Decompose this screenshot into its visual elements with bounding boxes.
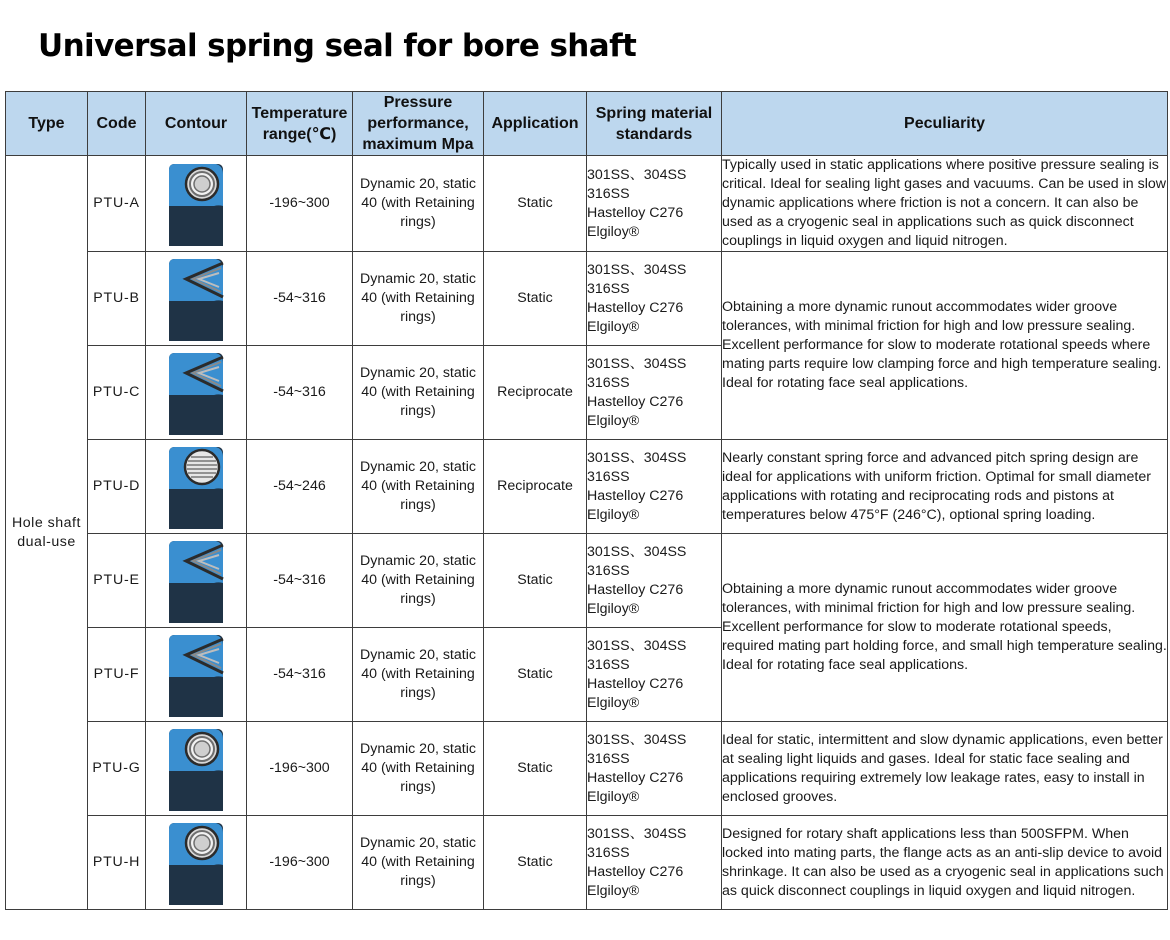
spring-material: Elgiloy® (587, 223, 640, 240)
spring-cell (587, 440, 722, 534)
pressure-cell: Dynamic 20, static 40 (with Retaining rings) (353, 534, 484, 628)
application-cell: Static (484, 534, 587, 628)
spring-cell (587, 534, 722, 628)
spring-material: Hastelloy C276 (587, 675, 684, 692)
header-spring: Spring material standards (587, 92, 722, 156)
contour-cell (146, 440, 247, 534)
header-code: Code (88, 92, 146, 156)
spring-material: Elgiloy® (587, 318, 640, 335)
spring-material: 301SS、304SS (587, 825, 687, 842)
contour-cell (146, 816, 247, 910)
spring-material: 301SS、304SS (587, 166, 687, 183)
page-title: Universal spring seal for bore shaft (38, 28, 637, 64)
spring-material: Hastelloy C276 (587, 487, 684, 504)
peculiarity-cell: Ideal for static, intermittent and slow dynamic applications, even better at sealing light liquids and gases. Ideal for static face sealing and applications requiring extremely low leakage rates, easy to install in enclosed grooves. (722, 722, 1168, 816)
spring-material: Hastelloy C276 (587, 393, 684, 410)
temperature-cell: -54~316 (247, 252, 353, 346)
spring-material: 316SS (587, 280, 630, 297)
code-cell: PTU-C (88, 346, 146, 440)
application-cell: Reciprocate (484, 346, 587, 440)
header-peculiarity: Peculiarity (722, 92, 1168, 156)
round-spring-seal-icon (146, 816, 246, 909)
contour-cell (146, 722, 247, 816)
spring-material: Hastelloy C276 (587, 204, 684, 221)
spring-material: Elgiloy® (587, 694, 640, 711)
application-cell: Static (484, 252, 587, 346)
temperature-cell: -54~316 (247, 346, 353, 440)
peculiarity-cell: Nearly constant spring force and advanced pitch spring design are ideal for applications with uniform friction. Optimal for small diameter applications with rotating and reciprocating rods and pistons at temperatures below 475°F (246°C), optional spring loading. (722, 440, 1168, 534)
v-spring-seal-icon (146, 628, 246, 721)
spring-material: Elgiloy® (587, 600, 640, 617)
peculiarity-cell: Obtaining a more dynamic runout accommodates wider groove tolerances, with minimal friction for high and low pressure sealing. Excellent performance for slow to moderate rotational speeds where mating parts require low clamping force and high temperature sealing. Ideal for rotating face seal applications. (722, 252, 1168, 440)
code-cell: PTU-E (88, 534, 146, 628)
spring-material: 316SS (587, 750, 630, 767)
spring-cell (587, 346, 722, 440)
round-spring-seal-icon (146, 722, 246, 815)
peculiarity-cell: Designed for rotary shaft applications less than 500SFPM. When locked into mating parts, the flange acts as an anti-slip device to avoid shrinkage. It can also be used as a cryogenic seal in applications such as quick disconnect couplings in liquid oxygen and liquid nitrogen. (722, 816, 1168, 910)
code-cell: PTU-F (88, 628, 146, 722)
spring-cell (587, 252, 722, 346)
pressure-cell: Dynamic 20, static 40 (with Retaining rings) (353, 722, 484, 816)
spring-material: Hastelloy C276 (587, 299, 684, 316)
spring-material: Elgiloy® (587, 506, 640, 523)
spring-material: 316SS (587, 844, 630, 861)
temperature-cell: -196~300 (247, 816, 353, 910)
table-row (6, 252, 1168, 346)
v-spring-seal-icon (146, 534, 246, 627)
spring-material: 316SS (587, 562, 630, 579)
spring-material: 316SS (587, 374, 630, 391)
spring-material: 316SS (587, 656, 630, 673)
application-cell: Static (484, 628, 587, 722)
temperature-cell: -196~300 (247, 722, 353, 816)
temperature-cell: -54~246 (247, 440, 353, 534)
pressure-cell: Dynamic 20, static 40 (with Retaining rings) (353, 156, 484, 252)
round-spring-seal-icon (146, 157, 246, 250)
spring-material: Elgiloy® (587, 882, 640, 899)
contour-cell (146, 156, 247, 252)
application-cell: Static (484, 156, 587, 252)
code-cell: PTU-B (88, 252, 146, 346)
header-row (6, 92, 1168, 156)
table-row (6, 722, 1168, 816)
pressure-cell: Dynamic 20, static 40 (with Retaining rings) (353, 346, 484, 440)
spring-material: Elgiloy® (587, 412, 640, 429)
spring-cell (587, 722, 722, 816)
spring-material: 301SS、304SS (587, 449, 687, 466)
spring-material: Elgiloy® (587, 788, 640, 805)
spec-table (5, 91, 1168, 910)
code-cell: PTU-H (88, 816, 146, 910)
spring-cell (587, 628, 722, 722)
spring-material: Hastelloy C276 (587, 863, 684, 880)
temperature-cell: -196~300 (247, 156, 353, 252)
spring-material: Hastelloy C276 (587, 769, 684, 786)
header-pressure: Pressure performance, maximum Mpa (353, 92, 484, 156)
application-cell: Static (484, 722, 587, 816)
spring-material: 301SS、304SS (587, 261, 687, 278)
spring-material: 301SS、304SS (587, 731, 687, 748)
table-row (6, 816, 1168, 910)
code-cell: PTU-A (88, 156, 146, 252)
pressure-cell: Dynamic 20, static 40 (with Retaining rings) (353, 252, 484, 346)
code-cell: PTU-G (88, 722, 146, 816)
peculiarity-cell: Typically used in static applications where positive pressure sealing is critical. Ideal for sealing light gases and vacuums. Can be used in slow dynamic applications where friction is not a concern. It can also be used as a cryogenic seal in applications such as quick disconnect couplings in liquid oxygen and liquid nitrogen. (722, 156, 1168, 252)
contour-cell (146, 628, 247, 722)
header-temperature: Temperature range(℃) (247, 92, 353, 156)
spring-material: Hastelloy C276 (587, 581, 684, 598)
spring-material: 316SS (587, 468, 630, 485)
table-row (6, 440, 1168, 534)
header-type: Type (6, 92, 88, 156)
type-cell: Hole shaft dual-use (6, 156, 88, 910)
spring-cell (587, 156, 722, 252)
peculiarity-cell: Obtaining a more dynamic runout accommodates wider groove tolerances, with minimal friction for high and low pressure sealing. Excellent performance for slow to moderate rotational speeds, required mating part holding force, and small high temperature sealing. Ideal for rotating face seal applications. (722, 534, 1168, 722)
header-application: Application (484, 92, 587, 156)
application-cell: Static (484, 816, 587, 910)
header-contour: Contour (146, 92, 247, 156)
spring-cell (587, 816, 722, 910)
temperature-cell: -54~316 (247, 534, 353, 628)
pressure-cell: Dynamic 20, static 40 (with Retaining rings) (353, 628, 484, 722)
temperature-cell: -54~316 (247, 628, 353, 722)
v-spring-seal-icon (146, 346, 246, 439)
spring-material: 301SS、304SS (587, 543, 687, 560)
spring-material: 316SS (587, 185, 630, 202)
v-spring-seal-icon (146, 252, 246, 345)
pressure-cell: Dynamic 20, static 40 (with Retaining rings) (353, 816, 484, 910)
spring-material: 301SS、304SS (587, 637, 687, 654)
code-cell: PTU-D (88, 440, 146, 534)
spring-material: 301SS、304SS (587, 355, 687, 372)
contour-cell (146, 534, 247, 628)
contour-cell (146, 252, 247, 346)
table-row (6, 156, 1168, 252)
table-row (6, 534, 1168, 628)
application-cell: Reciprocate (484, 440, 587, 534)
pressure-cell: Dynamic 20, static 40 (with Retaining rings) (353, 440, 484, 534)
helical-spring-seal-icon (146, 440, 246, 533)
contour-cell (146, 346, 247, 440)
